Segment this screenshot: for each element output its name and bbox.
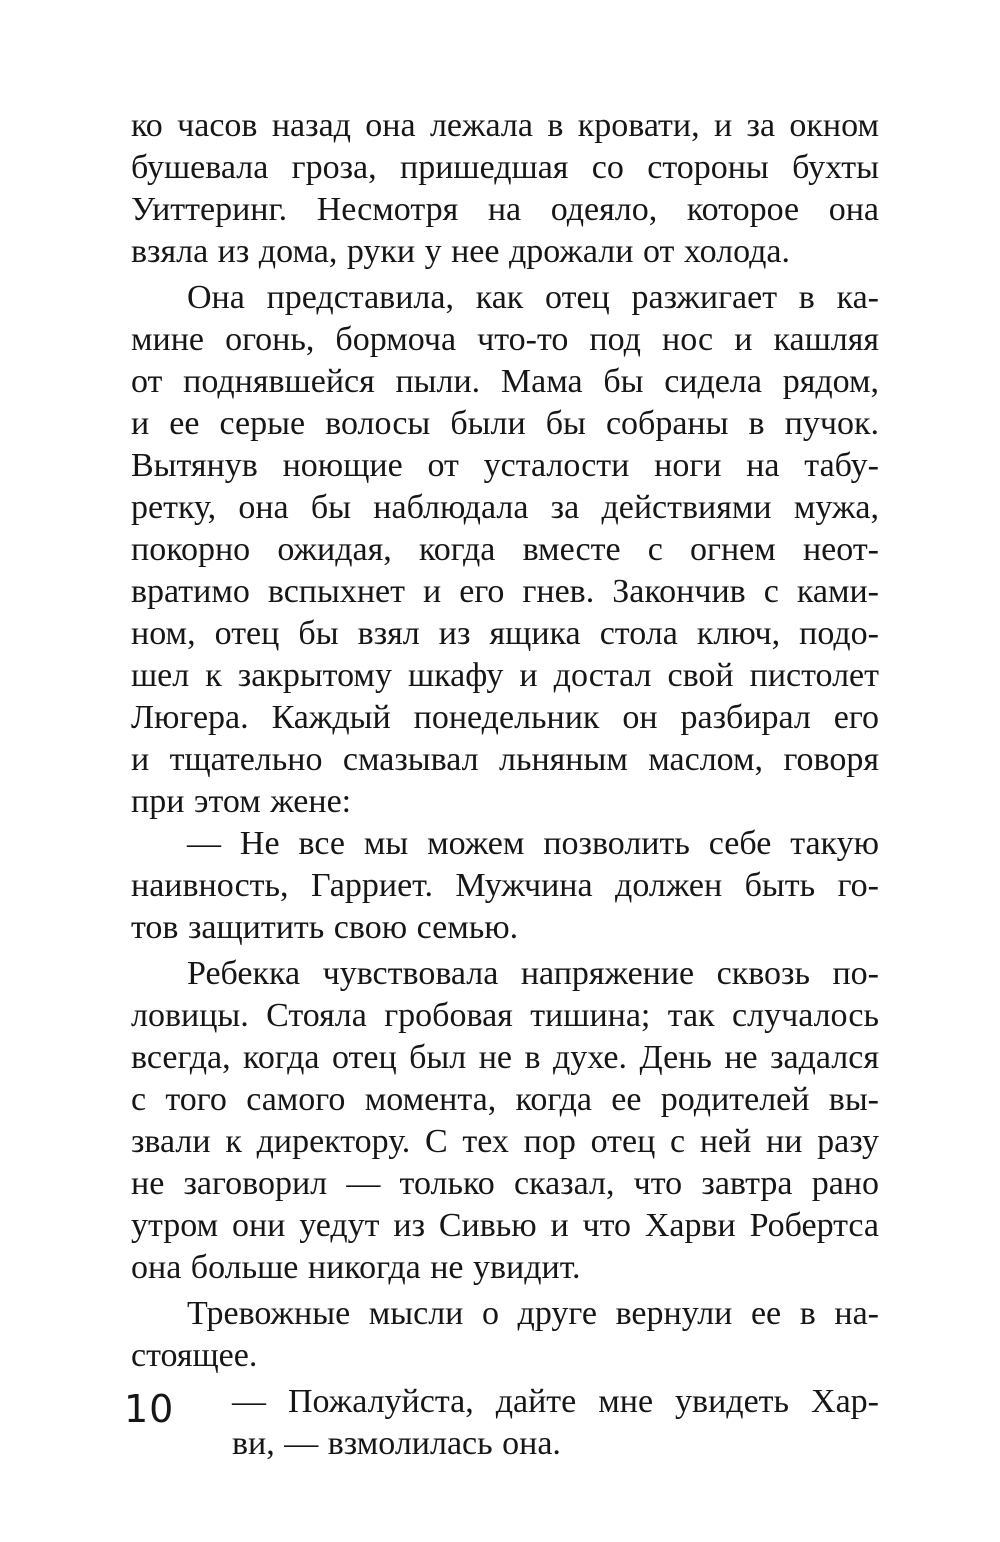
text-line: вратимо вспыхнет и его гнев. Закончив с ками- <box>131 573 879 610</box>
text-line: ко часов назад она лежала в кровати, и за окном <box>131 107 879 144</box>
text-line: Уиттеринг. Несмотря на одеяло, которое она <box>131 191 879 228</box>
text-line: Ребекка чувствовала напряжение сквозь по- <box>187 955 879 992</box>
text-line: Люгера. Каждый понедельник он разбирал его <box>131 699 879 736</box>
text-line: — Не все мы можем позволить себе такую <box>187 825 879 862</box>
text-line: ловицы. Стояла гробовая тишина; так случалось <box>131 997 879 1034</box>
text-line: утром они уедут из Сивью и что Харви Робертса <box>131 1207 879 1244</box>
text-line: покорно ожидая, когда вместе с огнем неот- <box>131 531 879 568</box>
text-line: Тревожные мысли о друге вернули ее в на- <box>187 1295 879 1332</box>
text-line: тов защитить свою семью. <box>131 909 519 946</box>
page-number: 10 <box>124 1387 175 1431</box>
text-line: мине огонь, бормоча что-то под нос и кашляя <box>131 321 879 358</box>
text-line: от поднявшейся пыли. Мама бы сидела рядом, <box>131 363 879 400</box>
text-line: всегда, когда отец был не в духе. День не задался <box>131 1039 879 1076</box>
text-line: взяла из дома, руки у нее дрожали от холода. <box>131 233 791 270</box>
text-line: наивность, Гарриет. Мужчина должен быть го- <box>131 867 879 904</box>
text-line: бушевала гроза, пришедшая со стороны бухты <box>131 149 879 186</box>
text-line: не заговорил — только сказал, что завтра рано <box>131 1165 879 1202</box>
text-line: Вытянув ноющие от усталости ноги на табу- <box>131 447 879 484</box>
text-line: и ее серые волосы были бы собраны в пучок. <box>131 405 879 442</box>
text-line: ном, отец бы взял из ящика стола ключ, подо- <box>131 615 879 652</box>
text-line: она больше никогда не увидит. <box>131 1249 581 1286</box>
text-line: при этом жене: <box>131 783 352 820</box>
text-line: Она представила, как отец разжигает в ка- <box>187 279 879 316</box>
text-line: ретку, она бы наблюдала за действиями мужа, <box>131 489 879 526</box>
text-line: с того самого момента, когда ее родителей вы- <box>131 1081 879 1118</box>
text-line: ви, — взмолилась она. <box>232 1425 561 1462</box>
text-line: шел к закрытому шкафу и достал свой пистолет <box>131 657 879 694</box>
text-line: стоящее. <box>131 1337 258 1374</box>
text-line: звали к директору. С тех пор отец с ней ни разу <box>131 1123 879 1160</box>
text-line: и тщательно смазывал льняным маслом, говоря <box>131 741 879 778</box>
text-line: — Пожалуйста, дайте мне увидеть Хар- <box>232 1383 879 1420</box>
